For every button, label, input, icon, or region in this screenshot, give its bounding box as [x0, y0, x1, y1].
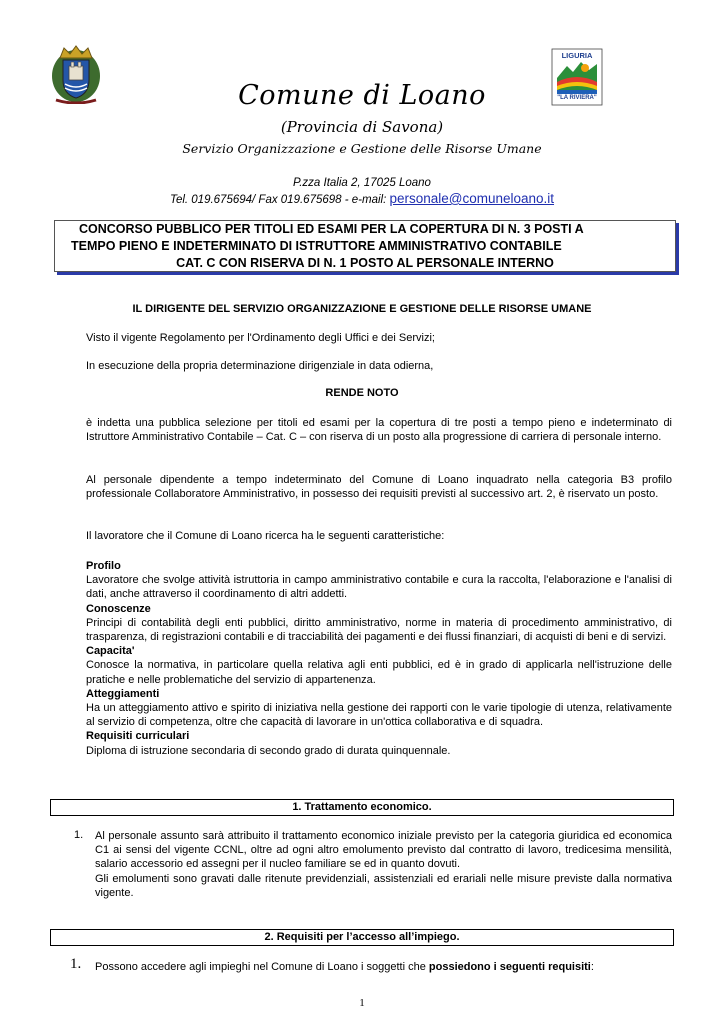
- email-link[interactable]: personale@comuneloano.it: [389, 191, 555, 206]
- knowledge-heading: Conoscenze: [86, 602, 151, 615]
- liguria-logo-text: LIGURIA: [561, 51, 593, 60]
- service-subtitle: Servizio Organizzazione e Gestione delle Risorse Umane: [182, 141, 542, 156]
- section-2-item-text: [95, 960, 672, 974]
- section-2-title: 2. Requisiti per l’accesso all’impiego.: [50, 929, 674, 946]
- profile-block: [86, 559, 672, 758]
- curricular-heading: Requisiti curriculari: [86, 730, 190, 743]
- esecuzione-paragraph: In esecuzione della propria determinazione dirigenziale in data odierna,: [86, 360, 434, 372]
- notice-title-line: TEMPO PIENO E INDETERMINATO DI ISTRUTTORE AMMINISTRATIVO CONTABILE: [71, 239, 562, 253]
- body-paragraph: Al personale dipendente a tempo indeterminato del Comune di Loano inquadrato nella categoria B3 profilo professionale Collaboratore Amministrativo, in possesso dei requisiti previsti al successivo art. 2, è riservato un posto.: [86, 474, 672, 501]
- contacts-prefix: Tel. 019.675694/ Fax 019.675698 - e-mail:: [169, 194, 390, 206]
- page-title: Comune di Loano: [238, 80, 486, 111]
- knowledge-text: Principi di contabilità degli enti pubblici, diritto amministrativo, norme in materia di procedimento amministrativo, di trasparenza, di registrazioni contabili e di tracciabilità dei pagamenti e dei flussi finanziari, di acquisti di beni e di servizi.: [86, 616, 672, 644]
- section-2-text-end: :: [590, 961, 594, 973]
- notice-title-line: CAT. C CON RISERVA DI N. 1 POSTO AL PERSONALE INTERNO: [176, 256, 554, 270]
- body-paragraph: Il lavoratore che il Comune di Loano ricerca ha le seguenti caratteristiche:: [86, 530, 445, 542]
- profile-text: Lavoratore che svolge attività istruttoria in campo amministrativo contabile e cura la raccolta, l'elaborazione e l'analisi di dati, anche attraverso il coordinamento di altri addetti.: [86, 574, 672, 601]
- section-1-text-a: Al personale assunto sarà attribuito il trattamento economico iniziale previsto per la categoria giuridica ed economica C1 ai sensi del vigente CCNL, oltre ad ogni altro emolumento previsto dal contratto di lavoro, tredicesima mensilità, salario accessorio ed assegni per il nucleo familiare se ed in quanto dovuti.: [95, 830, 672, 871]
- section-1-title: 1. Trattamento economico.: [50, 799, 674, 816]
- profile-heading: Profilo: [86, 560, 121, 572]
- page-number: 1: [359, 997, 365, 1009]
- notice-title-box: [54, 220, 676, 272]
- visto-paragraph: Visto il vigente Regolamento per l'Ordinamento degli Uffici e dei Servizi;: [86, 332, 435, 344]
- riviera-logo-text: "LA RIVIERA": [557, 95, 597, 101]
- section-1-item-text: [95, 829, 672, 900]
- attitudes-text: Ha un atteggiamento attivo e spirito di iniziativa nella gestione dei rapporti con le varie tipologie di utenza, relativamente al servizio di competenza, oltre che capacità di lavorare in un'ottica collaborativa e di squadra.: [86, 702, 672, 729]
- contacts-line: [0, 191, 724, 206]
- province-subtitle: (Provincia di Savona): [280, 118, 444, 136]
- address-line: P.zza Italia 2, 17025 Loano: [293, 177, 431, 189]
- curricular-text: Diploma di istruzione secondaria di secondo grado di durata quinquennale.: [86, 744, 451, 757]
- dirigente-heading: IL DIRIGENTE DEL SERVIZIO ORGANIZZAZIONE E GESTIONE DELLE RISORSE UMANE: [132, 303, 592, 315]
- notice-title-line: CONCORSO PUBBLICO PER TITOLI ED ESAMI PER LA COPERTURA DI N. 3 POSTI A: [79, 222, 584, 236]
- section-2-text: Possono accedere agli impieghi nel Comune di Loano i soggetti che: [95, 961, 429, 973]
- section-1-text-b: Gli emolumenti sono gravati dalle ritenute previdenziali, assistenziali ed erariali nelle misure previste dalla normativa vigente.: [95, 872, 672, 899]
- skills-text: Conosce la normativa, in particolare quella relativa agli enti pubblici, ed è in grado di applicarla nell'istruzione delle pratiche e nelle problematiche del servizio di appartenenza.: [86, 659, 672, 686]
- section-2-item-number: 1.: [70, 956, 82, 972]
- body-paragraph: è indetta una pubblica selezione per titoli ed esami per la copertura di tre posti a tempo pieno e indeterminato di Istruttore Amministrativo Contabile – Cat. C – con riserva di un posto alla progressione di carriera di personale interno.: [86, 417, 672, 444]
- section-1-item-number: 1.: [74, 829, 84, 841]
- section-2-bold-text: possiedono i seguenti requisiti: [428, 961, 591, 973]
- skills-heading: Capacita': [86, 645, 135, 658]
- attitudes-heading: Atteggiamenti: [86, 687, 160, 700]
- rende-noto-heading: RENDE NOTO: [325, 387, 399, 399]
